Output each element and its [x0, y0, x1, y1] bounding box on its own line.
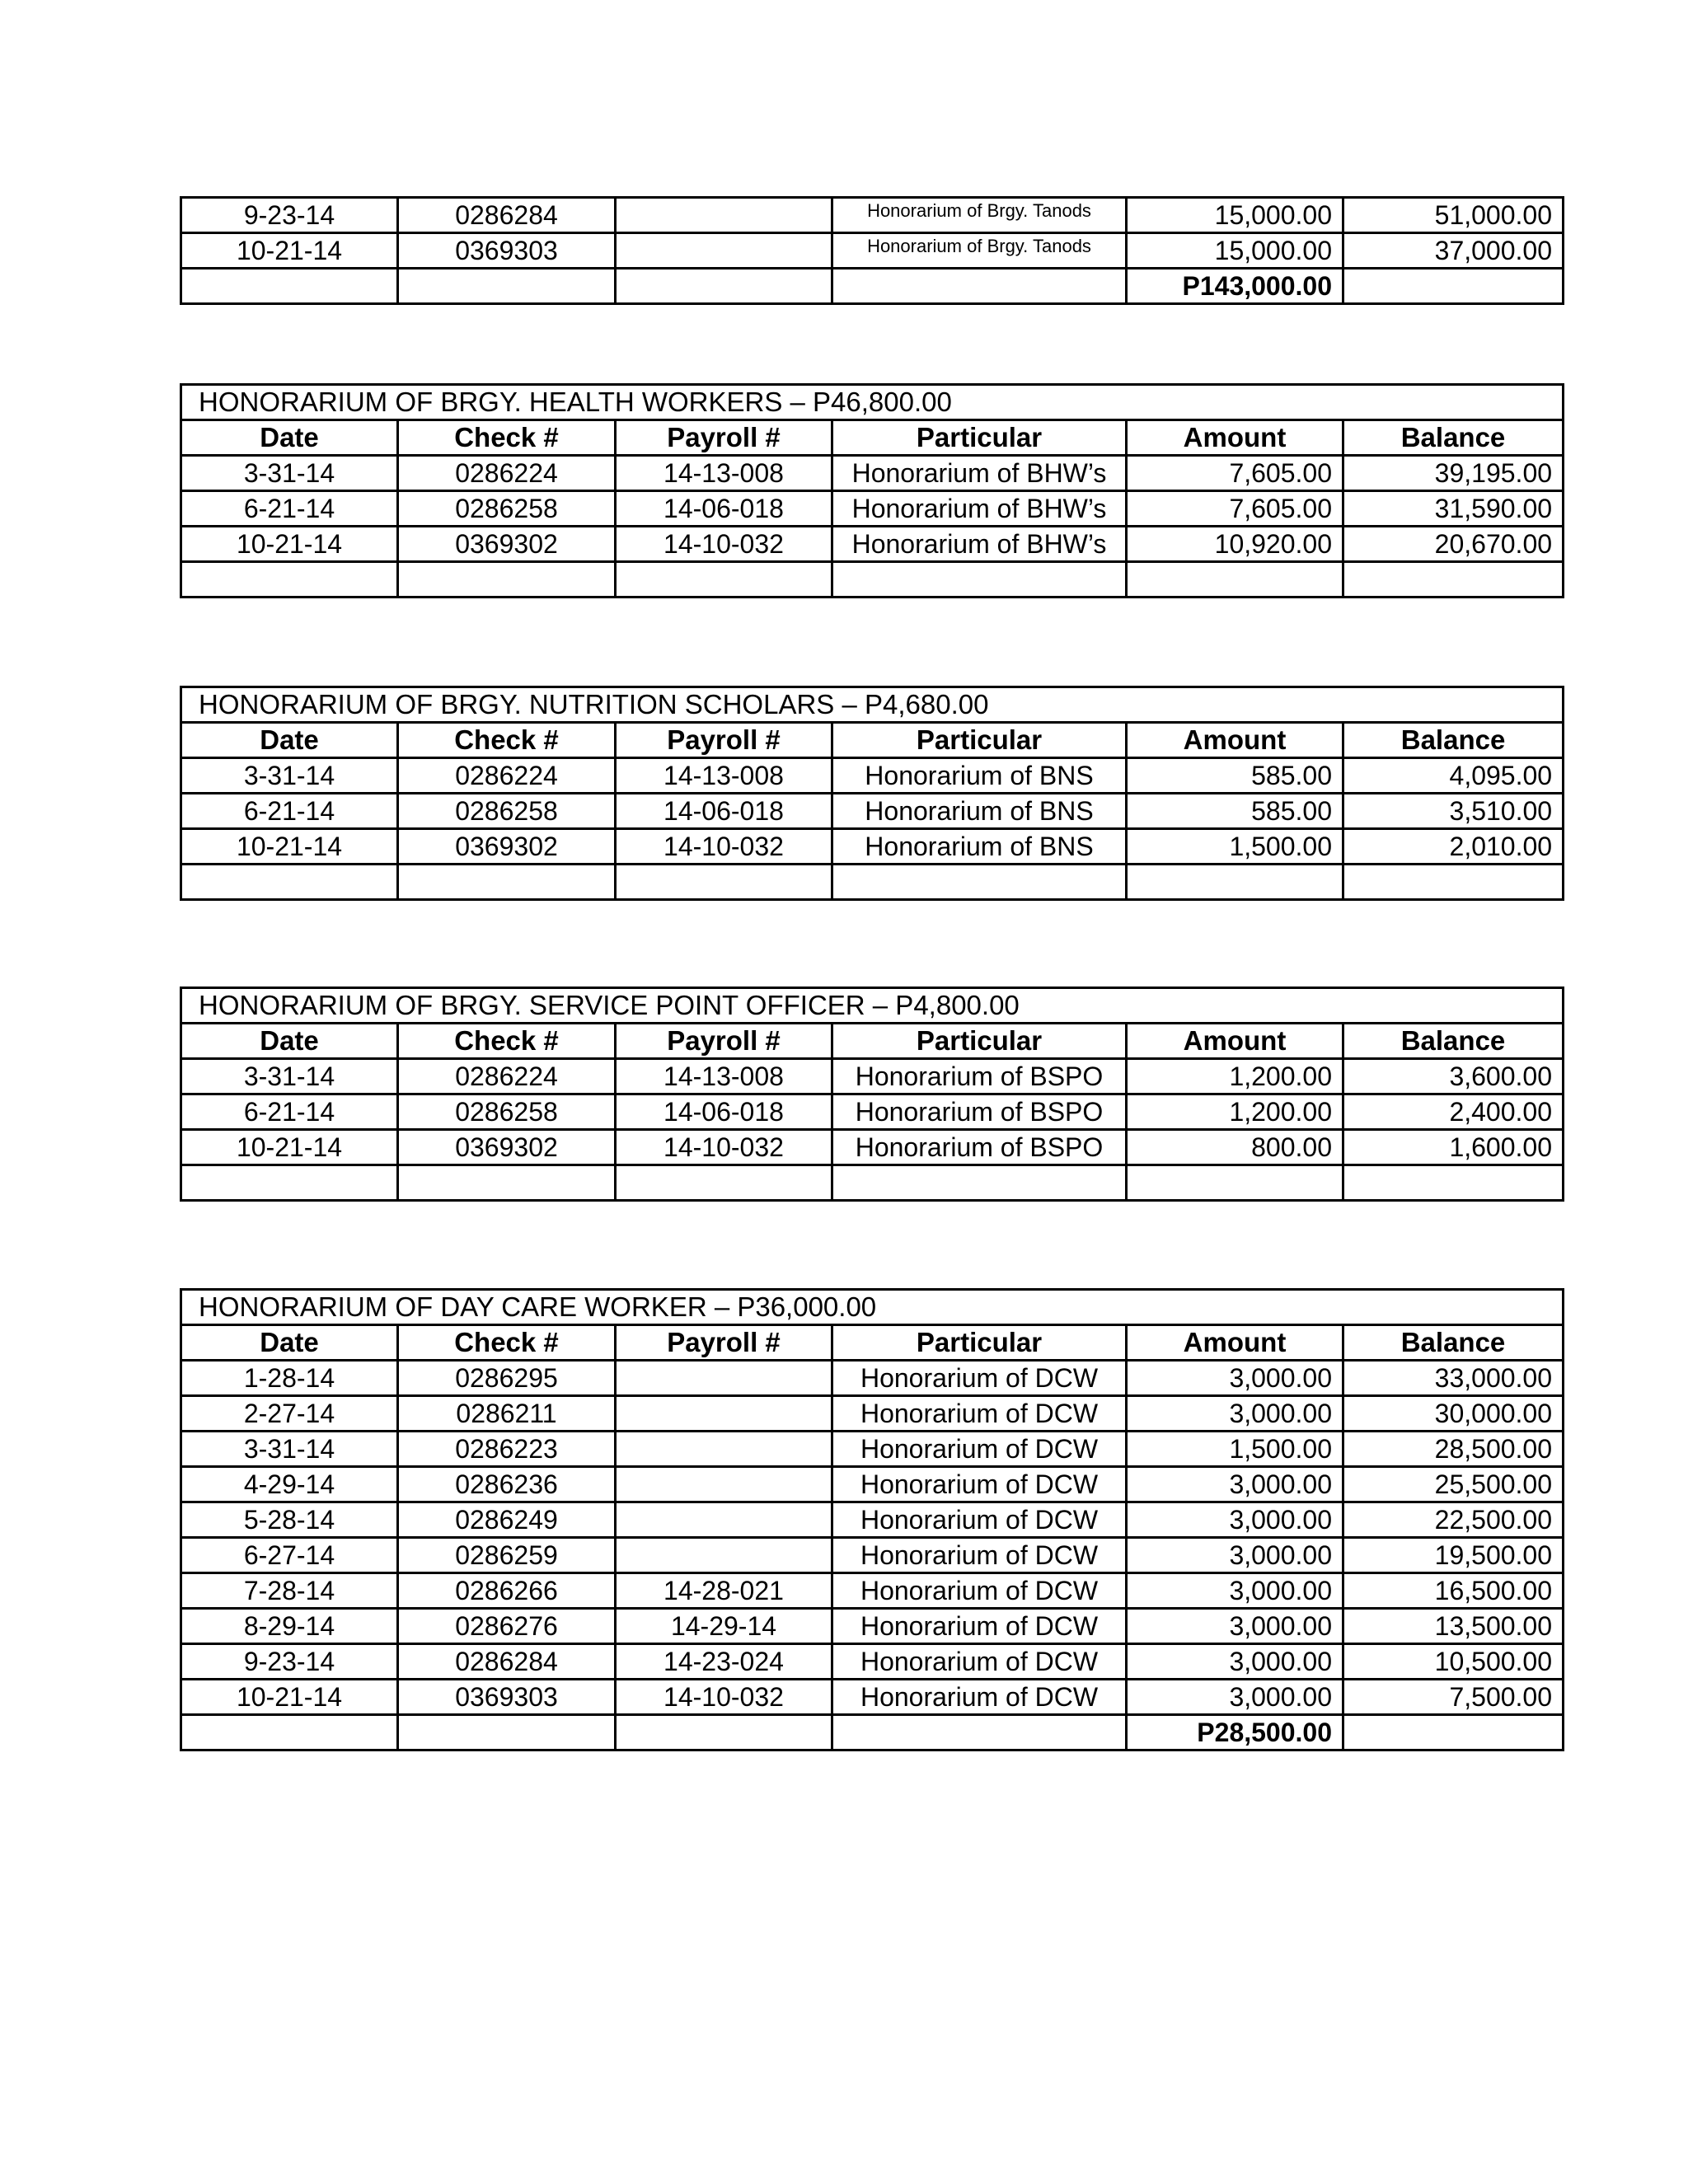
amount-cell: 585.00 [1127, 794, 1343, 829]
date-cell: 3-31-14 [181, 758, 398, 794]
particular-cell: Honorarium of BSPO [832, 1130, 1127, 1165]
date-cell: 3-31-14 [181, 456, 398, 491]
check-cell: 0286223 [398, 1432, 616, 1467]
date-cell: 10-21-14 [181, 1680, 398, 1715]
empty-cell [1127, 865, 1343, 900]
amount-cell: 15,000.00 [1127, 233, 1343, 269]
header-row [181, 1024, 1564, 1059]
date-cell: 4-29-14 [181, 1467, 398, 1502]
amount-cell: 3,000.00 [1127, 1538, 1343, 1573]
balance-cell: 3,600.00 [1343, 1059, 1564, 1094]
payroll-cell [616, 198, 832, 233]
balance-cell: 20,670.00 [1343, 527, 1564, 562]
header-payroll: Payroll # [616, 420, 832, 456]
day-care-body [181, 1290, 1564, 1750]
health-workers-body [181, 385, 1564, 598]
empty-cell [181, 1715, 398, 1750]
header-date: Date [181, 723, 398, 758]
empty-cell [398, 1165, 616, 1201]
empty-cell [181, 269, 398, 304]
particular-cell: Honorarium of BSPO [832, 1094, 1127, 1130]
check-cell: 0369302 [398, 829, 616, 865]
table-row [181, 233, 1564, 269]
balance-cell: 2,010.00 [1343, 829, 1564, 865]
header-check: Check # [398, 1325, 616, 1361]
empty-row [181, 562, 1564, 598]
table-row [181, 758, 1564, 794]
table-row [181, 794, 1564, 829]
empty-cell [1343, 269, 1564, 304]
payroll-cell [616, 1467, 832, 1502]
particular-cell: Honorarium of BHW’s [832, 456, 1127, 491]
payroll-cell [616, 1538, 832, 1573]
section-title-row [181, 385, 1564, 420]
amount-cell: 800.00 [1127, 1130, 1343, 1165]
amount-cell: 1,500.00 [1127, 829, 1343, 865]
date-cell: 6-21-14 [181, 1094, 398, 1130]
table-row [181, 1467, 1564, 1502]
amount-cell: 3,000.00 [1127, 1644, 1343, 1680]
particular-cell: Honorarium of BNS [832, 794, 1127, 829]
check-cell: 0286258 [398, 1094, 616, 1130]
empty-row [181, 1165, 1564, 1201]
payroll-cell: 14-13-008 [616, 1059, 832, 1094]
header-amount: Amount [1127, 1024, 1343, 1059]
date-cell: 7-28-14 [181, 1573, 398, 1609]
header-balance: Balance [1343, 1325, 1564, 1361]
date-cell: 10-21-14 [181, 527, 398, 562]
table-row [181, 1432, 1564, 1467]
payroll-cell: 14-29-14 [616, 1609, 832, 1644]
amount-cell: 10,920.00 [1127, 527, 1343, 562]
header-payroll: Payroll # [616, 723, 832, 758]
balance-cell: 4,095.00 [1343, 758, 1564, 794]
empty-cell [616, 1165, 832, 1201]
header-amount: Amount [1127, 723, 1343, 758]
date-cell: 3-31-14 [181, 1059, 398, 1094]
amount-cell: 7,605.00 [1127, 491, 1343, 527]
balance-cell: 7,500.00 [1343, 1680, 1564, 1715]
payroll-cell: 14-06-018 [616, 794, 832, 829]
date-cell: 2-27-14 [181, 1396, 398, 1432]
amount-cell: 1,200.00 [1127, 1094, 1343, 1130]
table-row [181, 1609, 1564, 1644]
payroll-cell: 14-13-008 [616, 758, 832, 794]
empty-cell [181, 562, 398, 598]
balance-cell: 37,000.00 [1343, 233, 1564, 269]
date-cell: 6-21-14 [181, 491, 398, 527]
empty-cell [398, 269, 616, 304]
particular-cell: Honorarium of DCW [832, 1644, 1127, 1680]
header-row [181, 723, 1564, 758]
date-cell: 10-21-14 [181, 233, 398, 269]
header-date: Date [181, 1024, 398, 1059]
check-cell: 0286276 [398, 1609, 616, 1644]
section-title: HONORARIUM OF BRGY. SERVICE POINT OFFICER – P4,800.00 [181, 988, 1564, 1024]
check-cell: 0286258 [398, 491, 616, 527]
amount-cell: 1,500.00 [1127, 1432, 1343, 1467]
date-cell: 9-23-14 [181, 198, 398, 233]
header-date: Date [181, 420, 398, 456]
balance-cell: 13,500.00 [1343, 1609, 1564, 1644]
amount-cell: 3,000.00 [1127, 1609, 1343, 1644]
balance-cell: 31,590.00 [1343, 491, 1564, 527]
total-amount: P28,500.00 [1127, 1715, 1343, 1750]
header-check: Check # [398, 1024, 616, 1059]
particular-cell: Honorarium of DCW [832, 1609, 1127, 1644]
date-cell: 10-21-14 [181, 829, 398, 865]
empty-cell [398, 562, 616, 598]
balance-cell: 22,500.00 [1343, 1502, 1564, 1538]
total-amount: P143,000.00 [1127, 269, 1343, 304]
check-cell: 0369303 [398, 233, 616, 269]
header-amount: Amount [1127, 420, 1343, 456]
payroll-cell: 14-10-032 [616, 527, 832, 562]
amount-cell: 3,000.00 [1127, 1680, 1343, 1715]
section-title-row [181, 687, 1564, 723]
table-row [181, 1130, 1564, 1165]
balance-cell: 10,500.00 [1343, 1644, 1564, 1680]
table-row [181, 1644, 1564, 1680]
payroll-cell: 14-06-018 [616, 491, 832, 527]
particular-cell: Honorarium of BNS [832, 758, 1127, 794]
check-cell: 0286284 [398, 1644, 616, 1680]
particular-cell: Honorarium of Brgy. Tanods [832, 198, 1127, 233]
empty-cell [832, 1715, 1127, 1750]
date-cell: 5-28-14 [181, 1502, 398, 1538]
particular-cell: Honorarium of BNS [832, 829, 1127, 865]
balance-cell: 51,000.00 [1343, 198, 1564, 233]
empty-cell [832, 865, 1127, 900]
table-row [181, 1538, 1564, 1573]
amount-cell: 7,605.00 [1127, 456, 1343, 491]
total-row [181, 1715, 1564, 1750]
balance-cell: 2,400.00 [1343, 1094, 1564, 1130]
header-row [181, 420, 1564, 456]
particular-cell: Honorarium of DCW [832, 1396, 1127, 1432]
header-check: Check # [398, 420, 616, 456]
empty-cell [832, 269, 1127, 304]
header-particular: Particular [832, 1325, 1127, 1361]
amount-cell: 1,200.00 [1127, 1059, 1343, 1094]
balance-cell: 28,500.00 [1343, 1432, 1564, 1467]
header-payroll: Payroll # [616, 1325, 832, 1361]
payroll-cell: 14-10-032 [616, 1680, 832, 1715]
empty-cell [181, 1165, 398, 1201]
date-cell: 6-21-14 [181, 794, 398, 829]
empty-cell [832, 1165, 1127, 1201]
check-cell: 0369302 [398, 1130, 616, 1165]
header-date: Date [181, 1325, 398, 1361]
check-cell: 0286236 [398, 1467, 616, 1502]
table-row [181, 1059, 1564, 1094]
balance-cell: 16,500.00 [1343, 1573, 1564, 1609]
table-row [181, 527, 1564, 562]
balance-cell: 1,600.00 [1343, 1130, 1564, 1165]
payroll-cell [616, 1361, 832, 1396]
nutrition-scholars-table [180, 686, 1564, 901]
tanods-table [180, 196, 1564, 305]
date-cell: 3-31-14 [181, 1432, 398, 1467]
particular-cell: Honorarium of DCW [832, 1538, 1127, 1573]
check-cell: 0286211 [398, 1396, 616, 1432]
amount-cell: 3,000.00 [1127, 1573, 1343, 1609]
header-particular: Particular [832, 420, 1127, 456]
balance-cell: 19,500.00 [1343, 1538, 1564, 1573]
header-amount: Amount [1127, 1325, 1343, 1361]
nutrition-scholars-body [181, 687, 1564, 900]
section-title-row [181, 988, 1564, 1024]
balance-cell: 25,500.00 [1343, 1467, 1564, 1502]
section-title: HONORARIUM OF DAY CARE WORKER – P36,000.00 [181, 1290, 1564, 1325]
particular-cell: Honorarium of BHW’s [832, 491, 1127, 527]
empty-cell [1343, 1165, 1564, 1201]
amount-cell: 3,000.00 [1127, 1502, 1343, 1538]
empty-cell [1127, 1165, 1343, 1201]
check-cell: 0286224 [398, 1059, 616, 1094]
section-title: HONORARIUM OF BRGY. HEALTH WORKERS – P46,800.00 [181, 385, 1564, 420]
payroll-cell [616, 1432, 832, 1467]
empty-cell [616, 562, 832, 598]
payroll-cell: 14-28-021 [616, 1573, 832, 1609]
empty-cell [616, 865, 832, 900]
payroll-cell: 14-13-008 [616, 456, 832, 491]
particular-cell: Honorarium of DCW [832, 1467, 1127, 1502]
amount-cell: 3,000.00 [1127, 1361, 1343, 1396]
particular-cell: Honorarium of BHW’s [832, 527, 1127, 562]
check-cell: 0369303 [398, 1680, 616, 1715]
balance-cell: 30,000.00 [1343, 1396, 1564, 1432]
section-title-row [181, 1290, 1564, 1325]
empty-cell [616, 269, 832, 304]
check-cell: 0286266 [398, 1573, 616, 1609]
particular-cell: Honorarium of DCW [832, 1432, 1127, 1467]
check-cell: 0286224 [398, 456, 616, 491]
empty-row [181, 865, 1564, 900]
tanods-body [181, 198, 1564, 304]
payroll-cell [616, 233, 832, 269]
table-row [181, 829, 1564, 865]
date-cell: 9-23-14 [181, 1644, 398, 1680]
day-care-table [180, 1288, 1564, 1751]
empty-cell [1127, 562, 1343, 598]
particular-cell: Honorarium of DCW [832, 1502, 1127, 1538]
payroll-cell: 14-23-024 [616, 1644, 832, 1680]
check-cell: 0369302 [398, 527, 616, 562]
header-particular: Particular [832, 723, 1127, 758]
header-balance: Balance [1343, 420, 1564, 456]
check-cell: 0286258 [398, 794, 616, 829]
balance-cell: 3,510.00 [1343, 794, 1564, 829]
date-cell: 6-27-14 [181, 1538, 398, 1573]
table-row [181, 1573, 1564, 1609]
date-cell: 8-29-14 [181, 1609, 398, 1644]
check-cell: 0286224 [398, 758, 616, 794]
check-cell: 0286295 [398, 1361, 616, 1396]
total-row [181, 269, 1564, 304]
empty-cell [398, 865, 616, 900]
empty-cell [1343, 562, 1564, 598]
header-balance: Balance [1343, 1024, 1564, 1059]
balance-cell: 33,000.00 [1343, 1361, 1564, 1396]
particular-cell: Honorarium of DCW [832, 1680, 1127, 1715]
particular-cell: Honorarium of DCW [832, 1361, 1127, 1396]
payroll-cell [616, 1502, 832, 1538]
particular-cell: Honorarium of DCW [832, 1573, 1127, 1609]
table-row [181, 1680, 1564, 1715]
table-row [181, 198, 1564, 233]
header-check: Check # [398, 723, 616, 758]
table-row [181, 1396, 1564, 1432]
payroll-cell: 14-10-032 [616, 1130, 832, 1165]
amount-cell: 3,000.00 [1127, 1396, 1343, 1432]
amount-cell: 585.00 [1127, 758, 1343, 794]
date-cell: 10-21-14 [181, 1130, 398, 1165]
header-particular: Particular [832, 1024, 1127, 1059]
amount-cell: 3,000.00 [1127, 1467, 1343, 1502]
table-row [181, 1502, 1564, 1538]
empty-cell [1343, 1715, 1564, 1750]
header-balance: Balance [1343, 723, 1564, 758]
table-row [181, 1361, 1564, 1396]
payroll-cell [616, 1396, 832, 1432]
balance-cell: 39,195.00 [1343, 456, 1564, 491]
table-row [181, 491, 1564, 527]
check-cell: 0286259 [398, 1538, 616, 1573]
section-title: HONORARIUM OF BRGY. NUTRITION SCHOLARS – P4,680.00 [181, 687, 1564, 723]
empty-cell [398, 1715, 616, 1750]
check-cell: 0286249 [398, 1502, 616, 1538]
amount-cell: 15,000.00 [1127, 198, 1343, 233]
service-point-table [180, 987, 1564, 1202]
payroll-cell: 14-06-018 [616, 1094, 832, 1130]
empty-cell [616, 1715, 832, 1750]
service-point-body [181, 988, 1564, 1201]
header-row [181, 1325, 1564, 1361]
health-workers-table [180, 383, 1564, 598]
particular-cell: Honorarium of Brgy. Tanods [832, 233, 1127, 269]
empty-cell [181, 865, 398, 900]
payroll-cell: 14-10-032 [616, 829, 832, 865]
table-row [181, 1094, 1564, 1130]
table-row [181, 456, 1564, 491]
date-cell: 1-28-14 [181, 1361, 398, 1396]
empty-cell [1343, 865, 1564, 900]
check-cell: 0286284 [398, 198, 616, 233]
particular-cell: Honorarium of BSPO [832, 1059, 1127, 1094]
header-payroll: Payroll # [616, 1024, 832, 1059]
empty-cell [832, 562, 1127, 598]
